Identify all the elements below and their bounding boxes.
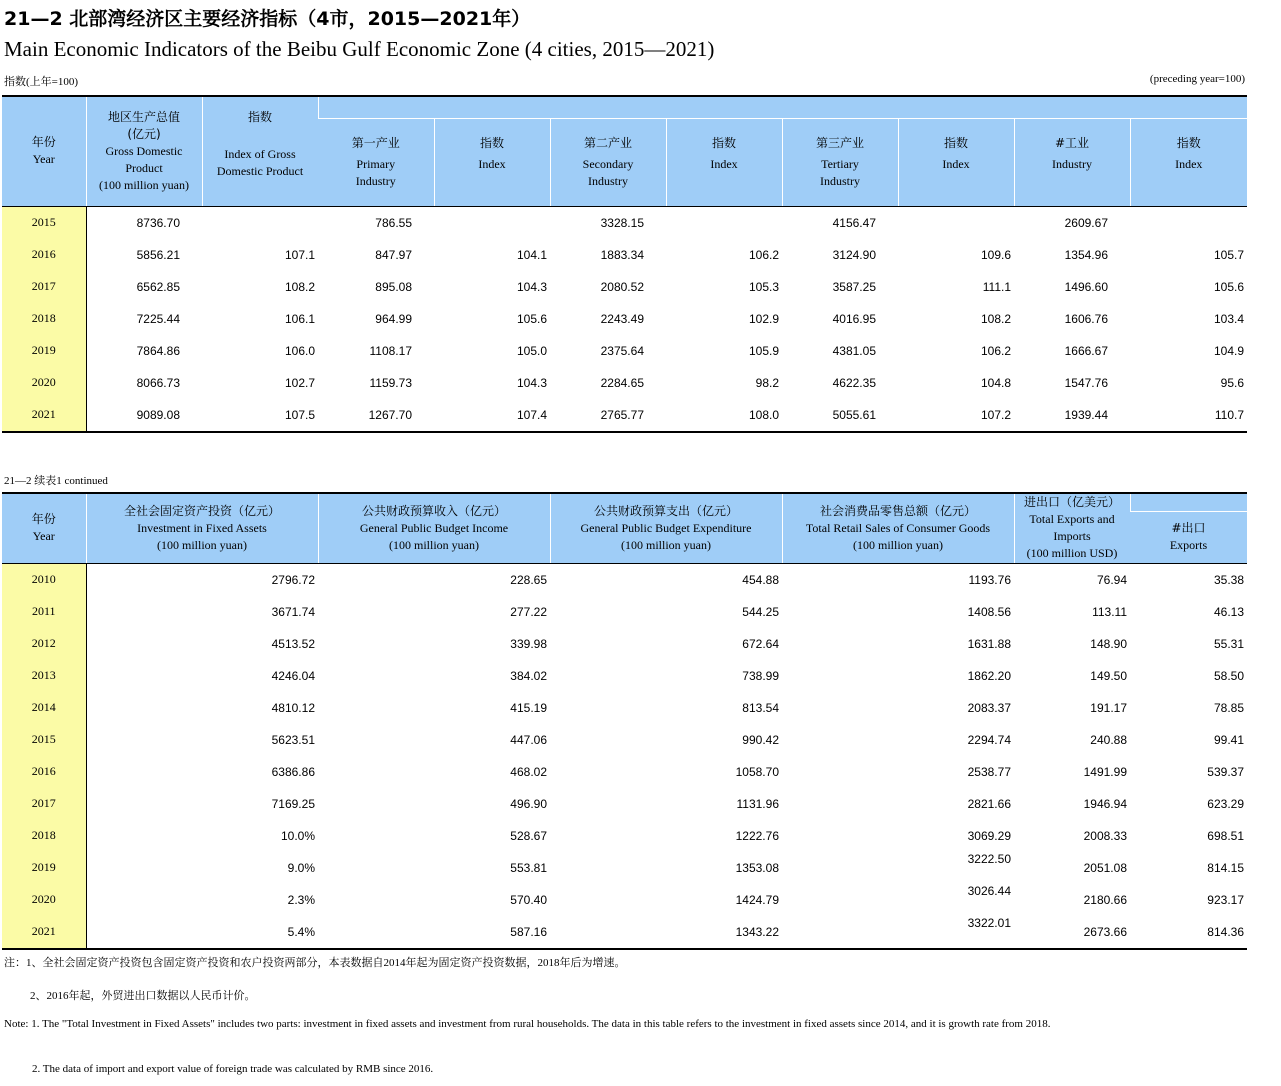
cell-ind-idx: 95.6 <box>1220 375 1244 390</box>
cell-exp: 454.88 <box>742 572 779 587</box>
header-band-2 <box>1130 493 1247 511</box>
cell-ind-idx: 105.6 <box>1213 279 1244 294</box>
cell-inv: 3671.74 <box>271 604 315 619</box>
cell-ind-idx <box>1130 206 1247 239</box>
cell-pri-idx: 104.3 <box>516 375 547 390</box>
cell-sec-idx: 105.3 <box>748 279 779 294</box>
cell-ret: 2821.66 <box>967 796 1011 811</box>
table-row <box>2 692 1247 724</box>
table-row <box>2 271 1247 303</box>
cell-ter: 4622.35 <box>832 375 876 390</box>
unit-note-zh: 指数(上年=100) <box>4 76 79 88</box>
cell-ind-idx: 104.9 <box>1213 343 1244 358</box>
table-title-en: Main Economic Indicators of the Beibu Gulf Economic Zone (4 cities, 2015—2021) <box>4 37 715 61</box>
cell-exp: 738.99 <box>742 668 779 683</box>
cell-ter: 5055.61 <box>782 399 898 432</box>
cell-ret: 1193.76 <box>968 572 1011 587</box>
cell-exp: 1353.08 <box>735 860 779 875</box>
table-row <box>2 628 1247 660</box>
year-cell: 2011 <box>2 596 86 628</box>
cell-export: 814.15 <box>1207 860 1244 875</box>
table-row <box>2 563 1247 596</box>
cell-sec-idx: 106.2 <box>748 247 779 262</box>
cell-exp: 544.25 <box>742 604 779 619</box>
cell-exp: 1343.22 <box>550 916 782 949</box>
table-row <box>2 239 1247 271</box>
industry-index-header: 指数 Index <box>1130 118 1247 206</box>
cell-sec: 2080.52 <box>600 279 644 294</box>
cell-sec: 2284.65 <box>600 375 644 390</box>
trade-header: 进出口（亿美元） Total Exports and Imports (100 million USD) <box>1014 493 1130 563</box>
table-row <box>2 335 1247 367</box>
investment-header: 全社会固定资产投资（亿元） Investment in Fixed Assets (100 million yuan) <box>86 493 318 563</box>
year-cell: 2013 <box>2 660 86 692</box>
cell-ter-idx: 111.1 <box>982 279 1011 294</box>
table-title-zh: 21—2 北部湾经济区主要经济指标（4市，2015—2021年） <box>4 8 531 30</box>
cell-gdp-idx: 107.1 <box>284 247 315 262</box>
cell-ter-idx: 109.6 <box>980 247 1011 262</box>
cell-ter-idx: 108.2 <box>980 311 1011 326</box>
secondary-header: 第二产业 Secondary Industry <box>550 118 666 206</box>
cell-export: 55.31 <box>1213 636 1244 651</box>
year-cell: 2020 <box>2 367 86 399</box>
cell-trade: 191.17 <box>1090 700 1127 715</box>
cell-gdp: 8066.73 <box>136 375 180 390</box>
year-cell: 2010 <box>2 563 86 596</box>
cell-trade: 2673.66 <box>1014 916 1130 949</box>
note-zh-2: 2、2016年起，外贸进出口数据以人民币计价。 <box>30 990 256 1002</box>
cell-ret-value: 3322.01 <box>967 915 1011 930</box>
cell-ret: 2083.37 <box>967 700 1011 715</box>
cell-inv: 2796.72 <box>271 572 315 587</box>
cell-ret: 2538.77 <box>967 764 1011 779</box>
table-row <box>2 852 1247 884</box>
note-zh-1: 注：1、全社会固定资产投资包含固定资产投资和农户投资两部分，本表数据自2014年起为固定资产投资数据，2018年后为增速。 <box>4 957 626 969</box>
note-en-1: Note: 1. The "Total Investment in Fixed Assets" includes two parts: investment in fixed assets and investment from rural households. The data in this table refers to the investment in fixed assets since 2014, and it is growth rate from 2018. <box>4 1018 1051 1030</box>
table-row <box>2 756 1247 788</box>
cell-ind-idx: 103.4 <box>1213 311 1244 326</box>
table-row <box>2 596 1247 628</box>
cell-export: 814.36 <box>1130 916 1247 949</box>
year-header-2: 年份 Year <box>2 493 86 563</box>
cell-pri: 847.97 <box>375 247 412 262</box>
cell-exp: 1058.70 <box>735 764 779 779</box>
year-cell: 2018 <box>2 303 86 335</box>
cell-sec: 2375.64 <box>600 343 644 358</box>
industry-header: #工业 Industry <box>1014 118 1130 206</box>
cell-trade: 2180.66 <box>1083 892 1127 907</box>
cell-sec-idx: 98.2 <box>755 375 779 390</box>
cell-ter-idx: 107.2 <box>898 399 1014 432</box>
cell-pri: 1159.73 <box>369 375 412 390</box>
table-row <box>2 303 1247 335</box>
primary-index-header: 指数 Index <box>434 118 550 206</box>
cell-ret: 2294.74 <box>967 732 1011 747</box>
cell-ter: 4381.05 <box>832 343 876 358</box>
cell-pri-idx: 105.6 <box>516 311 547 326</box>
cell-sec: 3328.15 <box>600 215 644 230</box>
cell-gdp: 8736.70 <box>136 215 180 230</box>
table-row <box>2 820 1247 852</box>
cell-trade: 76.94 <box>1096 572 1127 587</box>
cell-gdp-idx: 108.2 <box>284 279 315 294</box>
cell-inc: 468.02 <box>510 764 547 779</box>
gdp-index-header: 指数 Index of Gross Domestic Product <box>202 96 318 206</box>
cell-inc: 277.22 <box>510 604 547 619</box>
cell-ret: 1631.88 <box>967 636 1011 651</box>
table-row <box>2 206 1247 239</box>
year-cell: 2017 <box>2 271 86 303</box>
cell-pri: 1108.17 <box>369 343 412 358</box>
year-cell: 2016 <box>2 756 86 788</box>
cell-pri-idx: 104.3 <box>516 279 547 294</box>
cell-inc: 528.67 <box>510 828 547 843</box>
cell-gdp-idx: 106.0 <box>284 343 315 358</box>
year-cell: 2018 <box>2 820 86 852</box>
cell-ret <box>782 852 1014 884</box>
cell-export: 58.50 <box>1213 668 1244 683</box>
cell-export: 35.38 <box>1213 572 1244 587</box>
cell-inv: 6386.86 <box>271 764 315 779</box>
cell-ret: 1408.56 <box>967 604 1011 619</box>
cell-gdp: 6562.85 <box>136 279 180 294</box>
table-row <box>2 399 1247 432</box>
year-cell: 2016 <box>2 239 86 271</box>
cell-ind: 1354.96 <box>1064 247 1108 262</box>
cell-ret-value: 3222.50 <box>967 851 1011 866</box>
cell-pri: 964.99 <box>375 311 412 326</box>
year-cell: 2014 <box>2 692 86 724</box>
continued-indicators-table <box>2 492 1247 950</box>
primary-header: 第一产业 Primary Industry <box>318 118 434 206</box>
retail-sales-header: 社会消费品零售总额（亿元） Total Retail Sales of Consumer Goods (100 million yuan) <box>782 493 1014 563</box>
cell-inc: 339.98 <box>510 636 547 651</box>
cell-pri-idx: 104.1 <box>516 247 547 262</box>
cell-sec: 1883.34 <box>600 247 644 262</box>
year-cell: 2021 <box>2 399 86 432</box>
cell-inv: 5623.51 <box>271 732 315 747</box>
cell-trade: 1491.99 <box>1083 764 1127 779</box>
note-en-2: 2. The data of import and export value of foreign trade was calculated by RMB since 2016. <box>32 1063 434 1075</box>
cell-ind-idx: 110.7 <box>1130 399 1247 432</box>
cell-ind: 1666.67 <box>1064 343 1108 358</box>
cell-inv: 7169.25 <box>271 796 315 811</box>
cell-gdp: 5856.21 <box>136 247 180 262</box>
cell-trade: 1946.94 <box>1083 796 1127 811</box>
cell-ind: 1547.76 <box>1064 375 1108 390</box>
cell-sec-idx: 102.9 <box>748 311 779 326</box>
cell-export: 698.51 <box>1207 828 1244 843</box>
table-row <box>2 660 1247 692</box>
year-cell: 2017 <box>2 788 86 820</box>
cell-gdp-idx: 102.7 <box>284 375 315 390</box>
main-indicators-table <box>2 95 1247 433</box>
cell-inv: 5.4% <box>86 916 318 949</box>
cell-trade: 149.50 <box>1090 668 1127 683</box>
cell-ind: 2609.67 <box>1064 215 1108 230</box>
cell-export: 46.13 <box>1213 604 1244 619</box>
cell-ter: 4156.47 <box>832 215 876 230</box>
budget-expenditure-header: 公共财政预算支出（亿元） General Public Budget Expenditure (100 million yuan) <box>550 493 782 563</box>
cell-ter: 3124.90 <box>832 247 876 262</box>
cell-exp: 672.64 <box>742 636 779 651</box>
table-row <box>2 916 1247 949</box>
cell-ter: 4016.95 <box>832 311 876 326</box>
cell-ter: 3587.25 <box>832 279 876 294</box>
cell-ret: 3069.29 <box>967 828 1011 843</box>
cell-trade: 2008.33 <box>1083 828 1127 843</box>
table-row <box>2 367 1247 399</box>
year-header: 年份 Year <box>2 96 86 206</box>
cell-inc: 496.90 <box>510 796 547 811</box>
cell-gdp-idx <box>202 206 318 239</box>
cell-sec-idx <box>666 206 782 239</box>
cell-trade: 113.11 <box>1092 604 1127 619</box>
cell-ret <box>782 884 1014 916</box>
cell-gdp-idx: 107.5 <box>202 399 318 432</box>
cell-ter-idx: 106.2 <box>980 343 1011 358</box>
cell-exp: 1222.76 <box>735 828 779 843</box>
cell-pri: 895.08 <box>375 279 412 294</box>
cell-gdp-idx: 106.1 <box>284 311 315 326</box>
cell-pri-idx: 105.0 <box>516 343 547 358</box>
cell-ter-idx: 104.8 <box>980 375 1011 390</box>
cell-inv: 4513.52 <box>271 636 315 651</box>
cell-trade: 2051.08 <box>1083 860 1127 875</box>
gdp-header: 地区生产总值 (亿元) Gross Domestic Product (100 million yuan) <box>86 96 202 206</box>
cell-exp: 1424.79 <box>735 892 779 907</box>
cell-pri: 1267.70 <box>318 399 434 432</box>
cell-gdp: 7225.44 <box>136 311 180 326</box>
cell-inc: 447.06 <box>510 732 547 747</box>
cell-export: 623.29 <box>1207 796 1244 811</box>
cell-gdp: 9089.08 <box>86 399 202 432</box>
header-band <box>318 96 1247 118</box>
year-cell: 2012 <box>2 628 86 660</box>
year-cell: 2015 <box>2 206 86 239</box>
tertiary-header: 第三产业 Tertiary Industry <box>782 118 898 206</box>
cell-ind: 1939.44 <box>1014 399 1130 432</box>
table-row <box>2 724 1247 756</box>
cell-inv: 9.0% <box>287 860 315 875</box>
cell-trade: 240.88 <box>1090 732 1127 747</box>
cell-inc: 570.40 <box>510 892 547 907</box>
cell-exp: 990.42 <box>742 732 779 747</box>
cell-inc: 384.02 <box>510 668 547 683</box>
cell-inc: 228.65 <box>510 572 547 587</box>
cell-exp: 1131.96 <box>736 796 779 811</box>
cell-ret: 1862.20 <box>967 668 1011 683</box>
cell-ret-value: 3026.44 <box>967 883 1011 898</box>
table-row <box>2 788 1247 820</box>
cell-inc: 587.16 <box>318 916 550 949</box>
exports-header: #出口 Exports <box>1130 511 1247 563</box>
cell-sec: 2243.49 <box>600 311 644 326</box>
cell-pri: 786.55 <box>375 215 412 230</box>
continued-label: 21—2 续表1 continued <box>4 475 108 487</box>
cell-ind: 1496.60 <box>1064 279 1108 294</box>
year-cell: 2015 <box>2 724 86 756</box>
cell-inv: 10.0% <box>280 828 315 843</box>
cell-gdp: 7864.86 <box>136 343 180 358</box>
year-cell: 2019 <box>2 335 86 367</box>
year-cell: 2020 <box>2 884 86 916</box>
cell-ter-idx <box>898 206 1014 239</box>
tertiary-index-header: 指数 Index <box>898 118 1014 206</box>
cell-trade: 148.90 <box>1090 636 1127 651</box>
cell-export: 78.85 <box>1213 700 1244 715</box>
cell-export: 539.37 <box>1207 764 1244 779</box>
secondary-index-header: 指数 Index <box>666 118 782 206</box>
year-cell: 2019 <box>2 852 86 884</box>
cell-inv: 4810.12 <box>271 700 315 715</box>
budget-income-header: 公共财政预算收入（亿元） General Public Budget Income (100 million yuan) <box>318 493 550 563</box>
table-row <box>2 884 1247 916</box>
cell-export: 923.17 <box>1207 892 1244 907</box>
unit-note-en: (preceding year=100) <box>1149 73 1245 85</box>
cell-pri-idx <box>434 206 550 239</box>
cell-ind-idx: 105.7 <box>1213 247 1244 262</box>
cell-inc: 553.81 <box>510 860 547 875</box>
cell-ind: 1606.76 <box>1064 311 1108 326</box>
year-cell: 2021 <box>2 916 86 949</box>
cell-export: 99.41 <box>1213 732 1244 747</box>
cell-sec-idx: 108.0 <box>666 399 782 432</box>
cell-sec-idx: 105.9 <box>748 343 779 358</box>
cell-sec: 2765.77 <box>550 399 666 432</box>
cell-inc: 415.19 <box>510 700 547 715</box>
cell-inv: 2.3% <box>287 892 315 907</box>
cell-pri-idx: 107.4 <box>434 399 550 432</box>
cell-ret <box>782 916 1014 949</box>
cell-inv: 4246.04 <box>271 668 315 683</box>
cell-exp: 813.54 <box>742 700 779 715</box>
